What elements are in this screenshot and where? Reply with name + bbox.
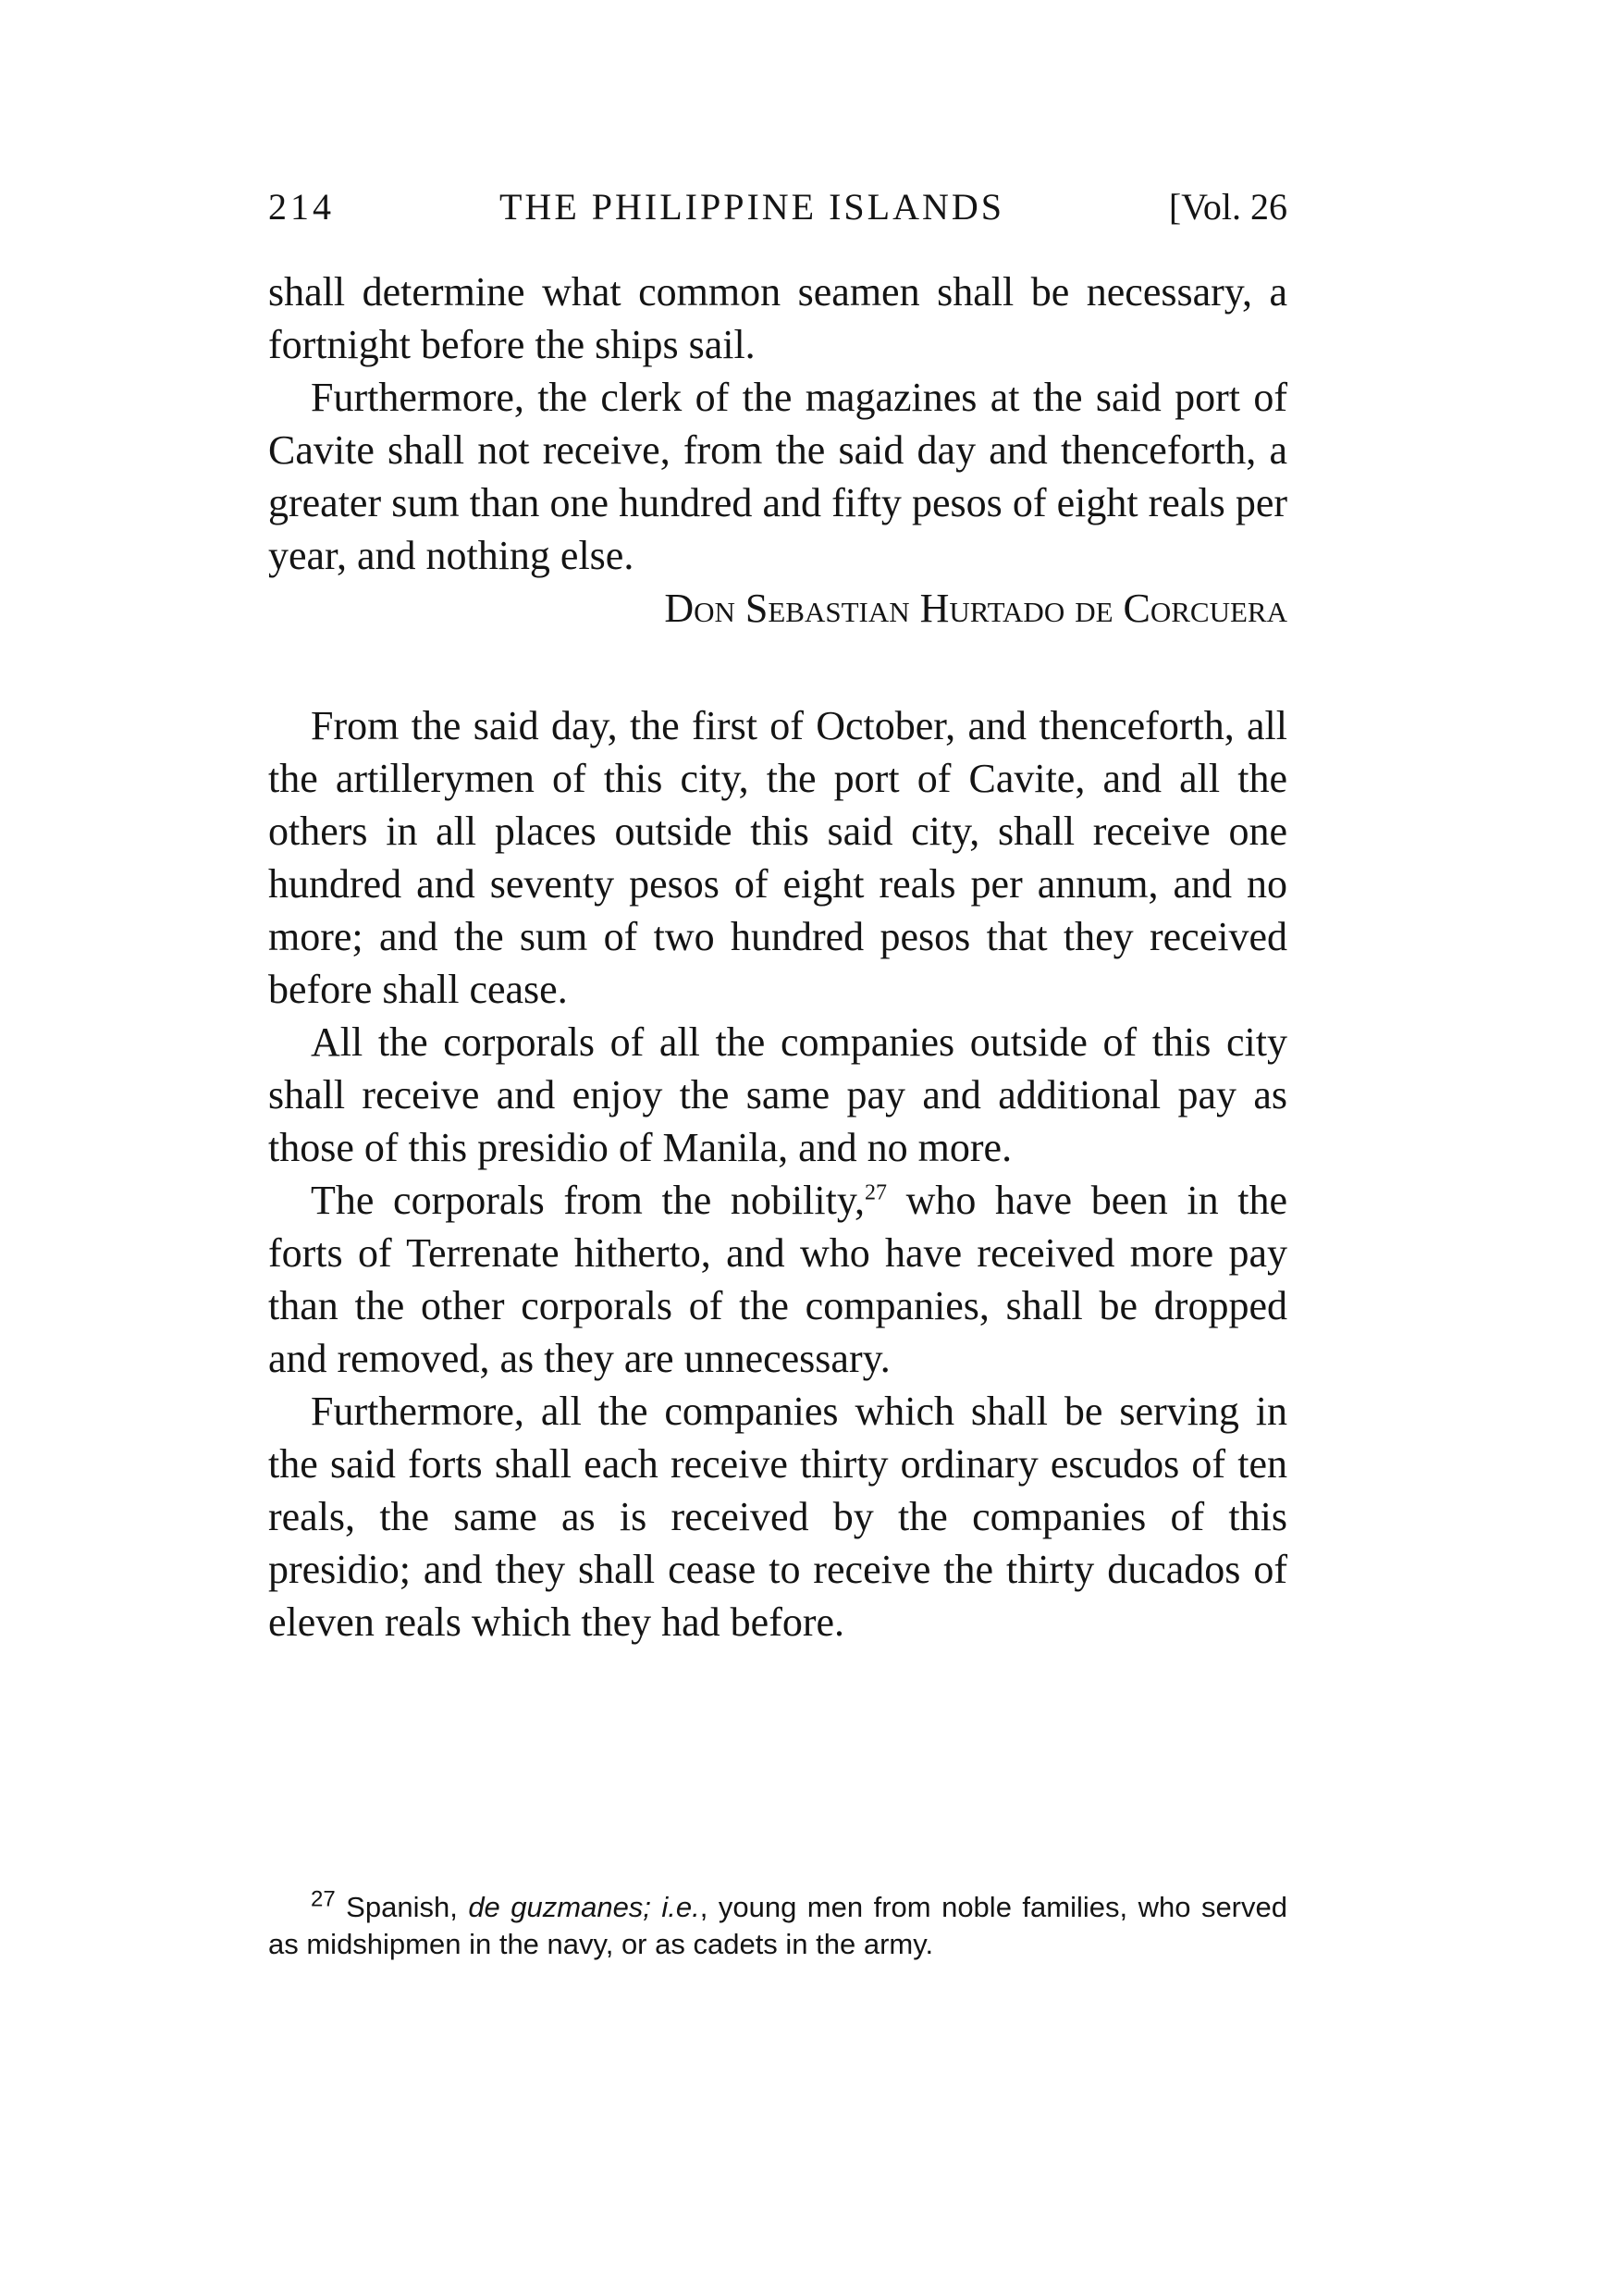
footnote-rest: , young men from noble families, who served as midshipmen in the navy, or as cadets in the army.: [268, 1891, 1287, 1960]
footnote-number: 27: [311, 1886, 336, 1912]
paragraph-3: From the said day, the first of October, and thenceforth, all the artillerymen of this city, the port of Cavite, and all the others in all places outside this said city, shall receive one hundred and seventy pesos of eight reals per annum, and no more; and the sum of two hundred pesos that they received before shall cease.: [268, 703, 1287, 1012]
paragraph-4: All the corporals of all the companies outside of this city shall receive and enjoy the same pay and additional pay as those of this presidio of Manila, and no more.: [268, 1019, 1287, 1170]
page-number: 214: [268, 186, 335, 228]
paragraph-2: Furthermore, the clerk of the magazines at the said port of Cavite shall not receive, from the said day and thenceforth, a greater sum than one hundred and fifty pesos of eight reals per year, and nothing else.: [268, 375, 1287, 578]
running-header: [268, 185, 1287, 241]
signature: Don Sebastian Hurtado de Corcuera: [664, 586, 1287, 631]
body-text: [268, 265, 1287, 1648]
volume-label: [Vol. 26: [1168, 186, 1287, 228]
paragraph-5-start: The corporals from the nobility,: [311, 1178, 865, 1223]
paragraph-1: shall determine what common seamen shall be necessary, a fortnight before the ships sail.: [268, 269, 1287, 367]
footnote-text: [268, 1886, 1287, 1963]
paragraph-6: Furthermore, all the companies which shall be serving in the said forts shall each receive thirty ordinary escudos of ten reals, the same as is received by the companies of this presidio; and they shall cease to receive the thirty ducados of eleven reals which they had before.: [268, 1389, 1287, 1645]
paragraph-5-end: who have been in the forts of Terrenate hitherto, and who have received more pay than the other corporals of the companies, shall be dropped and removed, as they are unnecessary.: [268, 1178, 1287, 1381]
footnote-reference[interactable]: 27: [864, 1180, 887, 1205]
section-gap: [268, 635, 1287, 699]
footnote-lead: Spanish,: [335, 1891, 469, 1923]
footnote: [268, 1886, 1287, 1963]
footnote-term: de guzmanes; i.e.: [468, 1891, 700, 1923]
running-title: THE PHILIPPINE ISLANDS: [499, 186, 1004, 228]
paragraph-5: [268, 1174, 1287, 1385]
